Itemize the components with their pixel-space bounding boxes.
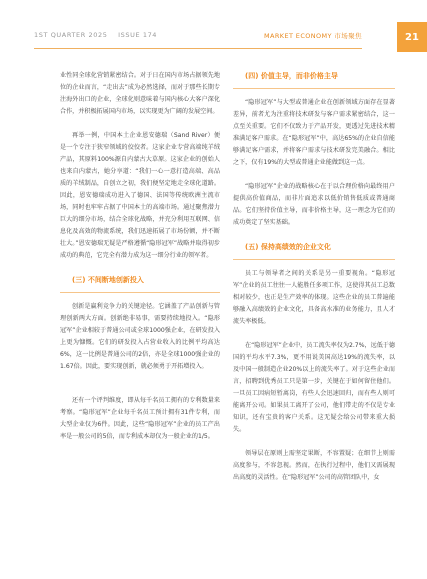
right-column — [233, 70, 395, 484]
header-rule — [34, 48, 362, 49]
section-heading: (四) 价值主导，而非价格主导 — [245, 72, 338, 80]
paragraph: 业性同全球化营销紧密结合。对于日在国内市场占据领先地位的企业而言，“走出去”成为必然选择，而对于那些长期专注海外出口的企业，全球化则意味着与国内核心大客户深化合作，并积极拓展国内市场，以实现更为广阔的发展空间。 — [60, 72, 220, 115]
header-meta — [34, 31, 165, 39]
quarter-label: 1ST QUARTER 2025 — [34, 31, 108, 39]
paragraph: 员工与领导者之间的关系是另一重要视角。“隐形冠军”企业的员工往往一人能胜任多项工作，这使得其员工总数相对较少，也正是生产效率的体现。这些企业的员工普遍能够融入高绩效的企业文化，具备高水准的业务能力，且人才流失率极低。 — [233, 270, 395, 325]
paragraph: “隐形冠军”与大型或普通企业在创新领域方面存在显著差异，前者尤为注重将技术研发与客户需求紧密结合，这一点至关重要。它们不仅致力于产品开发，更透过先进技术精准满足客户需求。在“隐形冠军”中，高达65%的企业自信能够满足客户需求，并将客户需求与技术研发完美融合。相比之下，仅有19%的大型或普通企业能做到这一点。 — [233, 99, 395, 166]
paragraph: 还有一个评判维度，即从每千名员工拥有的专利数量来考察。“隐形冠军”企业每千名员工预计拥有31件专利，而大型企业仅为6件。因此，这些“隐形冠军”企业的员工产出率是一般公司的5倍，而专利成本却仅为一般企业的1/5。 — [60, 397, 220, 440]
paragraph: 创新是赢利竞争力的关键途径。它涵盖了产品创新与管理创新两大方面。创新绝非易事，需要持续地投入。“隐形冠军”企业相较于普通公司或全球1000强企业，在研发投入上更为慷慨。它们的研发投入占营业收入的比例平均高达6%，这一比例是普通公司的2倍，亦是全球1000强企业的1.67倍。因此，要实现创新，就必须勇于开拓增投入。 — [60, 303, 220, 370]
left-column — [60, 70, 220, 443]
section-heading-wrap — [60, 274, 220, 293]
page-number: 21 — [397, 22, 427, 52]
paragraph: 在“隐形冠军”企业中，员工流失率仅为2.7%，远低于德国的平均水平7.3%，更不用说美国高达19%的流失率，以及中国一般制造企业20%以上的流失率了。对于这些企业而言，招聘到优秀员工只是第一步，关键在于如何留住他们。一旦员工因病短暂离岗，有些人会迅速回归，而有些人则可能离开公司。如果员工离开了公司，他们带走的不仅是专业知识，还有宝贵的客户关系。这无疑会给公司带来重大损失。 — [233, 342, 395, 433]
paragraph: “隐形冠军”企业的战略核心在于以合理价格向最终用户提供高价值商品，而非片面追求以低价销售低质或普通商品。它们坚持价值主导，而非价格主导，这一理念为它们的成功奠定了坚实基础。 — [233, 183, 395, 226]
section-heading-wrap — [233, 241, 395, 260]
section-heading: (三) 不间断地创新投入 — [72, 276, 144, 284]
paragraph: 再举一例，中国本土企业恩安德瑞（Sand River）便是一个专注于狭窄领域的佼佼者。这家企业专营高端纯羊绒产品，其原料100%源自内蒙古大草原。这家企业的创始人也来自内蒙古，她分享道：“我们一心一意打造高端、高品质的羊绒制品，自创立之初，我们便坚定地走全球化道路。因此，恩安德瑞成功进入了德国、法国等传统欧洲主流市场，同时也牢牢占据了中国本土的高端市场。通过聚焦潜力巨大的细分市场，结合全球化战略，并充分利用互联网、信息化及高效的物流系统，我们迅速拓展了市场份额，并不断壮大。”恩安德瑞无疑是严格遵循“隐形冠军”战略并取得初步成功的典范，它完全有潜力成为这一细分行业的领军者。 — [60, 132, 220, 259]
issue-label: ISSUE 174 — [118, 31, 158, 39]
paragraph: 领导层在原则上需坚定果断，不容置疑；在细节上则需高度参与，不容忽视。然而，在执行过程中，他们又需展现出高度的灵活性。在“隐形冠军”公司的高管团队中，女 — [233, 450, 395, 481]
section-heading: (五) 保持高绩效的企业文化 — [245, 243, 331, 251]
header-section: MARKET ECONOMY 市场聚焦 — [264, 32, 362, 40]
section-heading-wrap — [233, 70, 395, 89]
